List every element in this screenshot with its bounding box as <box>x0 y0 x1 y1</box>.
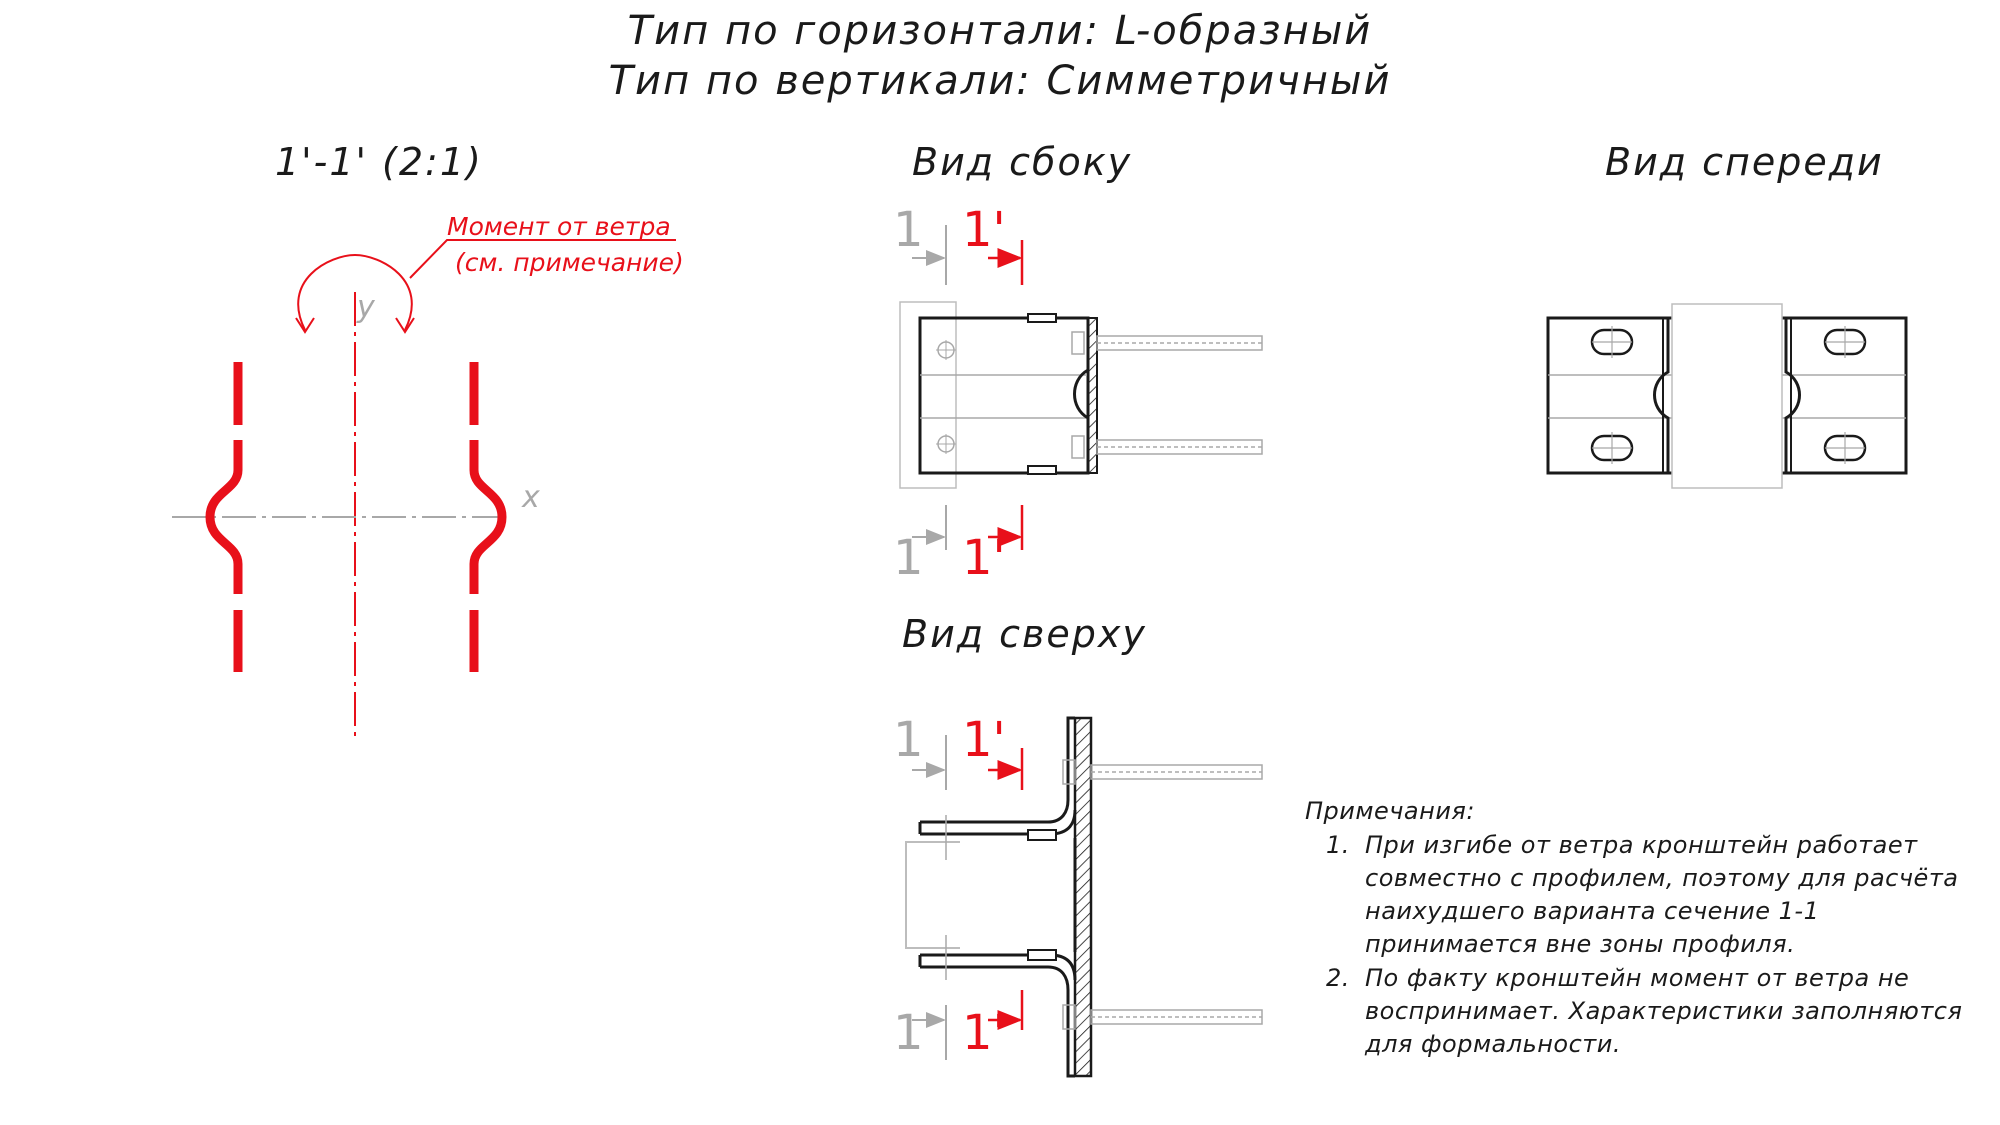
cut-mark-prime-top-top: 1' <box>962 712 1006 768</box>
note-2-number: 2. <box>1326 964 1350 992</box>
wind-moment-note-ref: (см. примечание) <box>455 248 684 277</box>
cut-mark-side-top: 1 <box>893 202 924 258</box>
side-view-title: Вид сбоку <box>912 140 1133 184</box>
wind-moment-label: Момент от ветра <box>447 212 671 241</box>
note-2-line-3: для формальности. <box>1365 1030 1622 1058</box>
axis-y-label: y <box>357 290 375 325</box>
cut-mark-prime-side-top: 1' <box>962 202 1006 258</box>
moment-leader <box>410 240 676 278</box>
note-2-line-1: По факту кронштейн момент от ветра не <box>1365 964 1910 992</box>
cut-mark-side-bottom: 1 <box>893 530 924 586</box>
note-2-line-2: воспринимает. Характеристики заполняются <box>1365 997 1963 1025</box>
title-vertical-type: Тип по вертикали: Симметричный <box>608 58 1392 104</box>
notes-heading: Примечания: <box>1305 797 1475 825</box>
cut-mark-prime-side-bottom: 1' <box>962 530 1006 586</box>
section-view <box>172 240 676 740</box>
title-horizontal-type: Тип по горизонтали: L-образный <box>627 8 1373 54</box>
note-1-line-3: наихудшего варианта сечение 1-1 <box>1365 897 1820 925</box>
front-view <box>1548 304 1906 488</box>
note-1-number: 1. <box>1326 831 1350 859</box>
cut-mark-prime-top-bottom: 1' <box>962 1005 1006 1061</box>
note-1-line-1: При изгибе от ветра кронштейн работает <box>1365 831 1918 859</box>
top-view-title: Вид сверху <box>902 612 1147 656</box>
cut-mark-top-top: 1 <box>893 712 924 768</box>
note-1-line-2: совместно с профилем, поэтому для расчёта <box>1365 864 1959 892</box>
axis-x-label: x <box>522 480 540 515</box>
top-view <box>906 718 1262 1076</box>
front-view-title: Вид спереди <box>1605 140 1884 184</box>
section-view-title: 1'-1' (2:1) <box>275 140 483 184</box>
side-view <box>900 225 1262 550</box>
note-1-line-4: принимается вне зоны профиля. <box>1365 930 1796 958</box>
cut-mark-top-bottom: 1 <box>893 1005 924 1061</box>
